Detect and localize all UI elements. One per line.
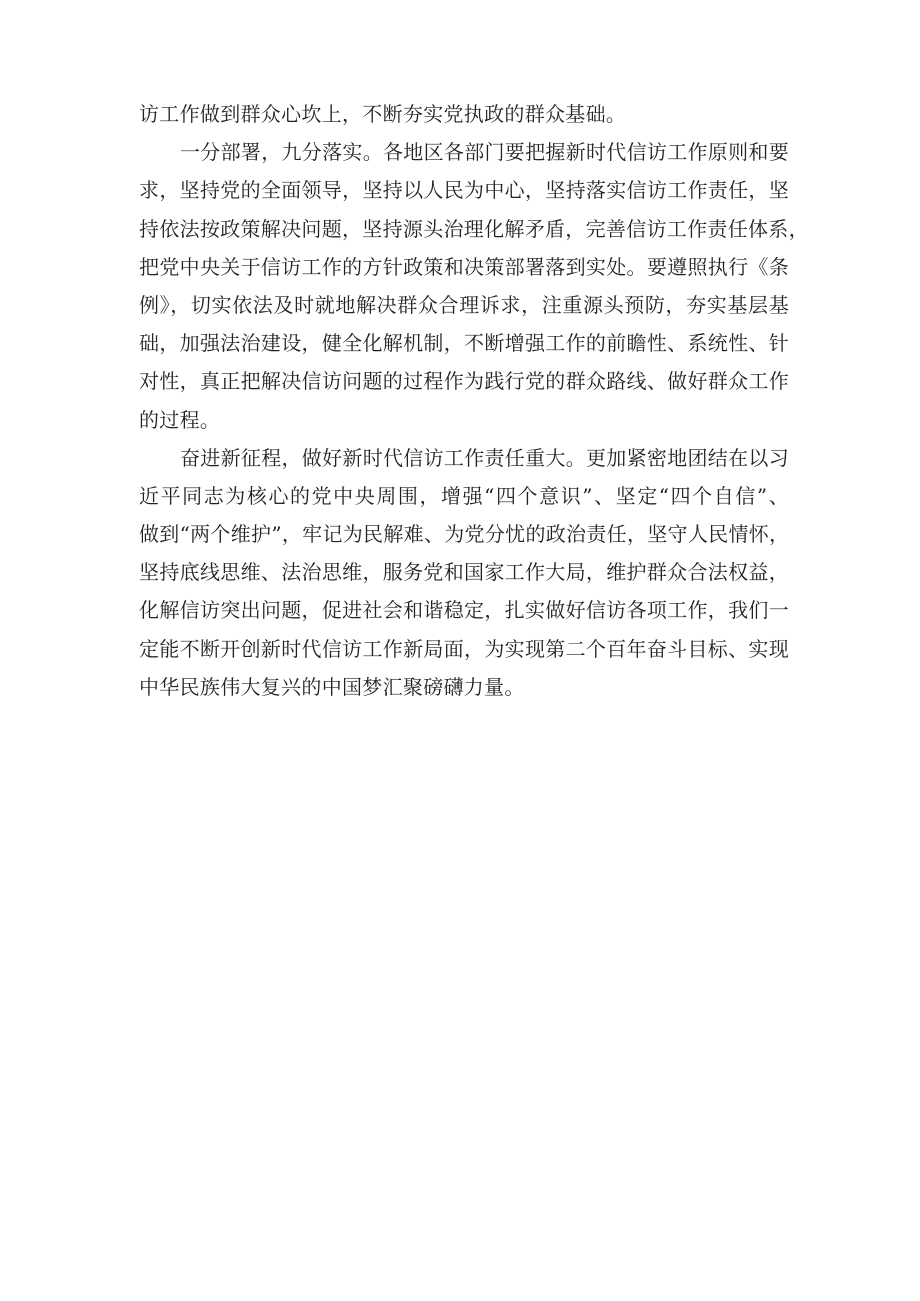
text-line: 一分部署，九分落实。各地区各部门要把握新时代信访工作原则和要 (180, 140, 789, 165)
text-line: 础，加强法治建设，健全化解机制，不断增强工作的前瞻性、系统性、针 (139, 331, 789, 356)
paragraph-2 (139, 133, 809, 439)
document-body (139, 95, 809, 706)
text-line: 把党中央关于信访工作的方针政策和决策部署落到实处。要遵照执行《条 (139, 254, 789, 279)
paragraph-3 (139, 439, 789, 706)
text-line: 访工作做到群众心坎上，不断夯实党执政的群众基础。 (139, 102, 627, 126)
text-line: 求，坚持党的全面领导，坚持以人民为中心，坚持落实信访工作责任，坚 (139, 178, 789, 203)
text-line: 持依法按政策解决问题，坚持源头治理化解矛盾，完善信访工作责任体系， (139, 216, 809, 241)
text-line: 中华民族伟大复兴的中国梦汇聚磅礴力量。 (139, 674, 525, 699)
text-line: 奋进新征程，做好新时代信访工作责任重大。更加紧密地团结在以习 (180, 445, 789, 470)
paragraph-1 (139, 95, 789, 133)
text-line: 例》，切实依法及时就地解决群众合理诉求，注重源头预防，夯实基层基 (139, 292, 789, 317)
text-line: 的过程。 (139, 407, 221, 432)
text-line: 定能不断开创新时代信访工作新局面，为实现第二个百年奋斗目标、实现 (139, 636, 789, 661)
text-line: 近平同志为核心的党中央周围，增强“四个意识”、坚定“四个自信”、 (139, 483, 789, 508)
text-line: 对性，真正把解决信访问题的过程作为践行党的群众路线、做好群众工作 (139, 369, 789, 394)
text-line: 做到“两个维护”，牢记为民解难、为党分忧的政治责任，坚守人民情怀， (139, 522, 790, 547)
text-line: 化解信访突出问题，促进社会和谐稳定，扎实做好信访各项工作，我们一 (139, 598, 789, 623)
text-line: 坚持底线思维、法治思维，服务党和国家工作大局，维护群众合法权益， (139, 560, 789, 585)
